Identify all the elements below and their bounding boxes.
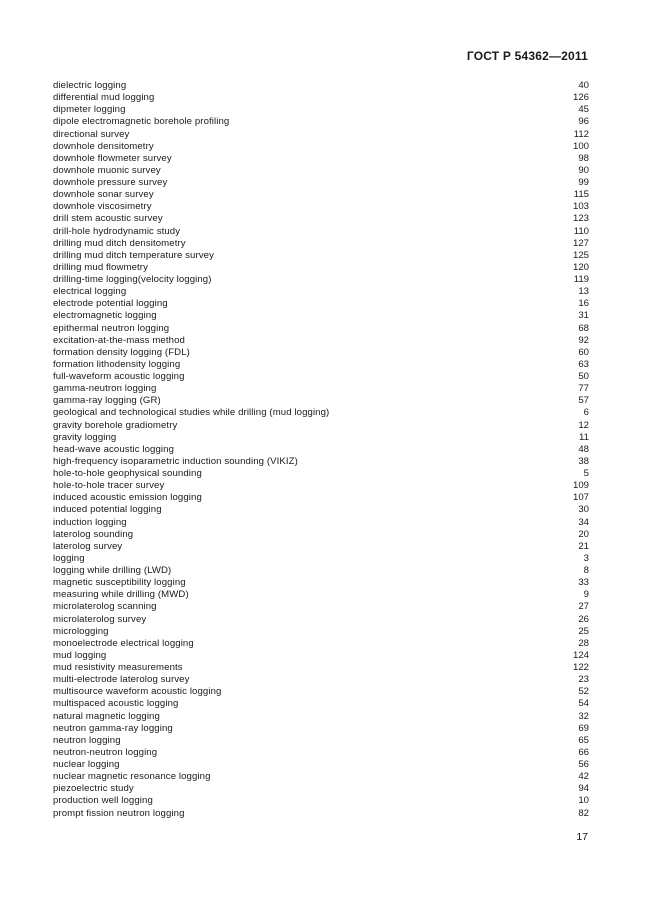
index-entry bbox=[53, 129, 589, 141]
index-page-ref: 110 bbox=[573, 225, 589, 237]
index-term: neutron logging bbox=[53, 734, 121, 746]
index-page-ref: 69 bbox=[578, 722, 589, 734]
index-entry bbox=[53, 298, 589, 310]
index-entry bbox=[53, 601, 589, 613]
index-entry bbox=[53, 420, 589, 432]
index-entry bbox=[53, 650, 589, 662]
index-entry bbox=[53, 80, 589, 92]
index-term: natural magnetic logging bbox=[53, 710, 160, 722]
index-term: electrode potential logging bbox=[53, 298, 168, 310]
index-page-ref: 57 bbox=[578, 395, 589, 407]
index-entry bbox=[53, 407, 589, 419]
index-entry bbox=[53, 541, 589, 553]
index-entry bbox=[53, 553, 589, 565]
index-entry bbox=[53, 104, 589, 116]
index-page-ref: 99 bbox=[578, 177, 589, 188]
index-entry bbox=[53, 116, 589, 128]
index-term: electrical logging bbox=[53, 286, 127, 298]
index-page-ref: 119 bbox=[573, 274, 589, 285]
index-entry bbox=[53, 165, 589, 177]
index-term: monoelectrode electrical logging bbox=[53, 637, 194, 649]
index-entry bbox=[53, 226, 589, 238]
index-page-ref: 68 bbox=[578, 322, 589, 334]
index-page-ref: 82 bbox=[578, 807, 589, 819]
index-term: logging bbox=[53, 552, 85, 564]
index-term: magnetic susceptibility logging bbox=[53, 577, 186, 589]
index-term: downhole viscosimetry bbox=[53, 201, 152, 213]
index-term: microlaterolog scanning bbox=[53, 601, 157, 613]
index-entry bbox=[53, 153, 589, 165]
index-entry bbox=[53, 238, 589, 250]
index-page-ref: 126 bbox=[572, 92, 589, 104]
index-term: laterolog sounding bbox=[53, 528, 134, 540]
index-term: drilling mud flowmetry bbox=[53, 261, 148, 273]
index-entry bbox=[53, 286, 589, 298]
index-term: nuclear magnetic resonance logging bbox=[53, 771, 211, 783]
index-term: dielectric logging bbox=[53, 80, 127, 91]
index-entry bbox=[53, 614, 589, 626]
index-entry bbox=[53, 201, 589, 213]
index-page-ref: 100 bbox=[572, 140, 589, 152]
document-header: ГОСТ Р 54362—2011 bbox=[466, 49, 588, 63]
index-page-ref: 96 bbox=[578, 116, 589, 128]
index-term: multisource waveform acoustic logging bbox=[53, 686, 222, 698]
index-entry bbox=[53, 662, 589, 674]
index-page-ref: 38 bbox=[578, 455, 589, 467]
index-entry bbox=[53, 189, 589, 201]
index-term: neutron-neutron logging bbox=[53, 746, 158, 758]
index-entry bbox=[53, 310, 589, 322]
index-entry bbox=[53, 250, 589, 262]
index-page-ref: 3 bbox=[583, 552, 589, 564]
index-entry bbox=[53, 444, 589, 456]
index-entry bbox=[53, 383, 589, 395]
index-page-ref: 21 bbox=[578, 540, 589, 552]
index-entry bbox=[53, 468, 589, 480]
index-entry bbox=[53, 735, 589, 747]
index-page-ref: 13 bbox=[578, 286, 589, 298]
index-page-ref: 23 bbox=[578, 674, 589, 686]
index-page-ref: 28 bbox=[578, 637, 589, 649]
index-page-ref: 56 bbox=[578, 759, 589, 770]
index-page-ref: 5 bbox=[583, 468, 589, 479]
index-term: hole-to-hole tracer survey bbox=[53, 480, 165, 492]
index-entry bbox=[53, 262, 589, 274]
index-term: multispaced acoustic logging bbox=[53, 698, 179, 710]
index-page-ref: 115 bbox=[573, 189, 589, 201]
index-term: microlaterolog survey bbox=[53, 613, 147, 625]
index-entry bbox=[53, 335, 589, 347]
index-term: downhole densitometry bbox=[53, 140, 154, 152]
index-term: drill-hole hydrodynamic study bbox=[53, 225, 181, 237]
index-page-ref: 8 bbox=[583, 565, 589, 576]
index-term: downhole flowmeter survey bbox=[53, 152, 172, 164]
index-entry bbox=[53, 504, 589, 516]
index-entry bbox=[53, 480, 589, 492]
index-page-ref: 98 bbox=[578, 152, 589, 164]
index-entry bbox=[53, 711, 589, 723]
index-page-ref: 45 bbox=[578, 104, 589, 116]
index-page-ref: 60 bbox=[578, 346, 589, 358]
index-page-ref: 125 bbox=[572, 249, 589, 261]
index-page-ref: 120 bbox=[572, 261, 589, 273]
index-page-ref: 66 bbox=[578, 746, 589, 758]
index-entry bbox=[53, 577, 589, 589]
index-page-ref: 11 bbox=[579, 431, 589, 443]
index-page-ref: 92 bbox=[578, 334, 589, 346]
index-page-ref: 9 bbox=[583, 589, 589, 601]
index-page-ref: 103 bbox=[572, 201, 589, 213]
index-entry bbox=[53, 808, 589, 820]
index-term: downhole pressure survey bbox=[53, 177, 168, 188]
index-term: gamma-ray logging (GR) bbox=[53, 395, 161, 407]
index-page-ref: 16 bbox=[578, 298, 589, 310]
index-term: electromagnetic logging bbox=[53, 310, 157, 322]
index-page-ref: 124 bbox=[572, 649, 589, 661]
index-entry bbox=[53, 492, 589, 504]
index-page-ref: 112 bbox=[573, 128, 589, 140]
index-term: head-wave acoustic logging bbox=[53, 443, 174, 455]
index-entry bbox=[53, 141, 589, 153]
index-entry bbox=[53, 747, 589, 759]
index-entry bbox=[53, 638, 589, 650]
index-term: induction logging bbox=[53, 516, 127, 528]
index-term: drill stem acoustic survey bbox=[53, 213, 163, 225]
index-page-ref: 63 bbox=[578, 358, 589, 370]
index-term: full-waveform acoustic logging bbox=[53, 371, 185, 382]
index-term: hole-to-hole geophysical sounding bbox=[53, 468, 202, 479]
index-page-ref: 27 bbox=[578, 601, 589, 613]
index-page-ref: 48 bbox=[578, 443, 589, 455]
index-entry bbox=[53, 213, 589, 225]
index-term: drilling-time logging(velocity logging) bbox=[53, 274, 212, 285]
index-term: dipmeter logging bbox=[53, 104, 126, 116]
index-page-ref: 20 bbox=[578, 528, 589, 540]
index-entry bbox=[53, 723, 589, 735]
index-term: gravity borehole gradiometry bbox=[53, 419, 178, 431]
index-page-ref: 77 bbox=[578, 383, 589, 395]
index-term: gravity logging bbox=[53, 431, 117, 443]
index-page-ref: 90 bbox=[578, 164, 589, 176]
index-entry bbox=[53, 92, 589, 104]
index-entry bbox=[53, 347, 589, 359]
index-term: differential mud logging bbox=[53, 92, 155, 104]
index-entry bbox=[53, 323, 589, 335]
index-page-ref: 50 bbox=[578, 371, 589, 382]
index-term: nuclear logging bbox=[53, 759, 120, 770]
index-entry bbox=[53, 432, 589, 444]
index-term: mud resistivity measurements bbox=[53, 662, 183, 673]
index-term: gamma-neutron logging bbox=[53, 383, 157, 395]
index-term: epithermal neutron logging bbox=[53, 322, 170, 334]
index-page-ref: 26 bbox=[578, 613, 589, 625]
index-page-ref: 127 bbox=[572, 237, 589, 249]
index-page-ref: 25 bbox=[578, 625, 589, 637]
index-term: multi-electrode laterolog survey bbox=[53, 674, 190, 686]
index-term: formation density logging (FDL) bbox=[53, 346, 190, 358]
index-entry bbox=[53, 589, 589, 601]
index-page-ref: 94 bbox=[578, 783, 589, 795]
index-entry bbox=[53, 529, 589, 541]
index-page-ref: 122 bbox=[572, 662, 589, 673]
index-term: downhole muonic survey bbox=[53, 164, 161, 176]
index-entry bbox=[53, 359, 589, 371]
index-page-ref: 30 bbox=[578, 504, 589, 516]
index-term: drilling mud ditch densitometry bbox=[53, 237, 186, 249]
index-page-ref: 65 bbox=[578, 734, 589, 746]
index-page-ref: 33 bbox=[578, 577, 589, 589]
index-entry bbox=[53, 456, 589, 468]
index-term: measuring while drilling (MWD) bbox=[53, 589, 189, 601]
index-term: laterolog survey bbox=[53, 540, 123, 552]
index-entry bbox=[53, 177, 589, 189]
index-entry bbox=[53, 626, 589, 638]
index-entry bbox=[53, 759, 589, 771]
index-entry bbox=[53, 674, 589, 686]
index-entry bbox=[53, 395, 589, 407]
index-term: prompt fission neutron logging bbox=[53, 807, 185, 819]
index-entry bbox=[53, 274, 589, 286]
index-entry bbox=[53, 371, 589, 383]
index-page-ref: 34 bbox=[578, 516, 589, 528]
index-term: induced acoustic emission logging bbox=[53, 492, 202, 504]
page-number: 17 bbox=[576, 831, 588, 843]
index-entry bbox=[53, 686, 589, 698]
index-entry bbox=[53, 783, 589, 795]
index-term: production well logging bbox=[53, 795, 153, 807]
index-page-ref: 31 bbox=[578, 310, 589, 322]
index-term: logging while drilling (LWD) bbox=[53, 565, 172, 576]
index-term: excitation-at-the-mass method bbox=[53, 334, 185, 346]
index-term: drilling mud ditch temperature survey bbox=[53, 249, 214, 261]
index-entry bbox=[53, 517, 589, 529]
index-page-ref: 109 bbox=[572, 480, 589, 492]
index-term: neutron gamma-ray logging bbox=[53, 722, 173, 734]
index-term: dipole electromagnetic borehole profiling bbox=[53, 116, 230, 128]
index-page-ref: 42 bbox=[578, 771, 589, 783]
index-page-ref: 10 bbox=[578, 795, 589, 807]
index-term: directional survey bbox=[53, 128, 130, 140]
index-term: micrologging bbox=[53, 625, 109, 637]
index-entry bbox=[53, 698, 589, 710]
index-page-ref: 32 bbox=[578, 710, 589, 722]
index-term: piezoelectric study bbox=[53, 783, 134, 795]
alphabetical-index bbox=[53, 80, 589, 820]
index-entry bbox=[53, 795, 589, 807]
index-page-ref: 107 bbox=[572, 492, 589, 504]
index-page-ref: 12 bbox=[578, 419, 589, 431]
index-entry bbox=[53, 771, 589, 783]
index-term: downhole sonar survey bbox=[53, 189, 154, 201]
index-term: geological and technological studies while drilling (mud logging) bbox=[53, 407, 330, 419]
index-term: high-frequency isoparametric induction sounding (VIKIZ) bbox=[53, 455, 298, 467]
index-entry bbox=[53, 565, 589, 577]
index-term: formation lithodensity logging bbox=[53, 358, 181, 370]
index-term: mud logging bbox=[53, 649, 107, 661]
index-page-ref: 6 bbox=[583, 407, 589, 419]
index-term: induced potential logging bbox=[53, 504, 162, 516]
index-page-ref: 40 bbox=[578, 80, 589, 91]
index-page-ref: 52 bbox=[578, 686, 589, 698]
index-page-ref: 54 bbox=[578, 698, 589, 710]
index-page-ref: 123 bbox=[572, 213, 589, 225]
